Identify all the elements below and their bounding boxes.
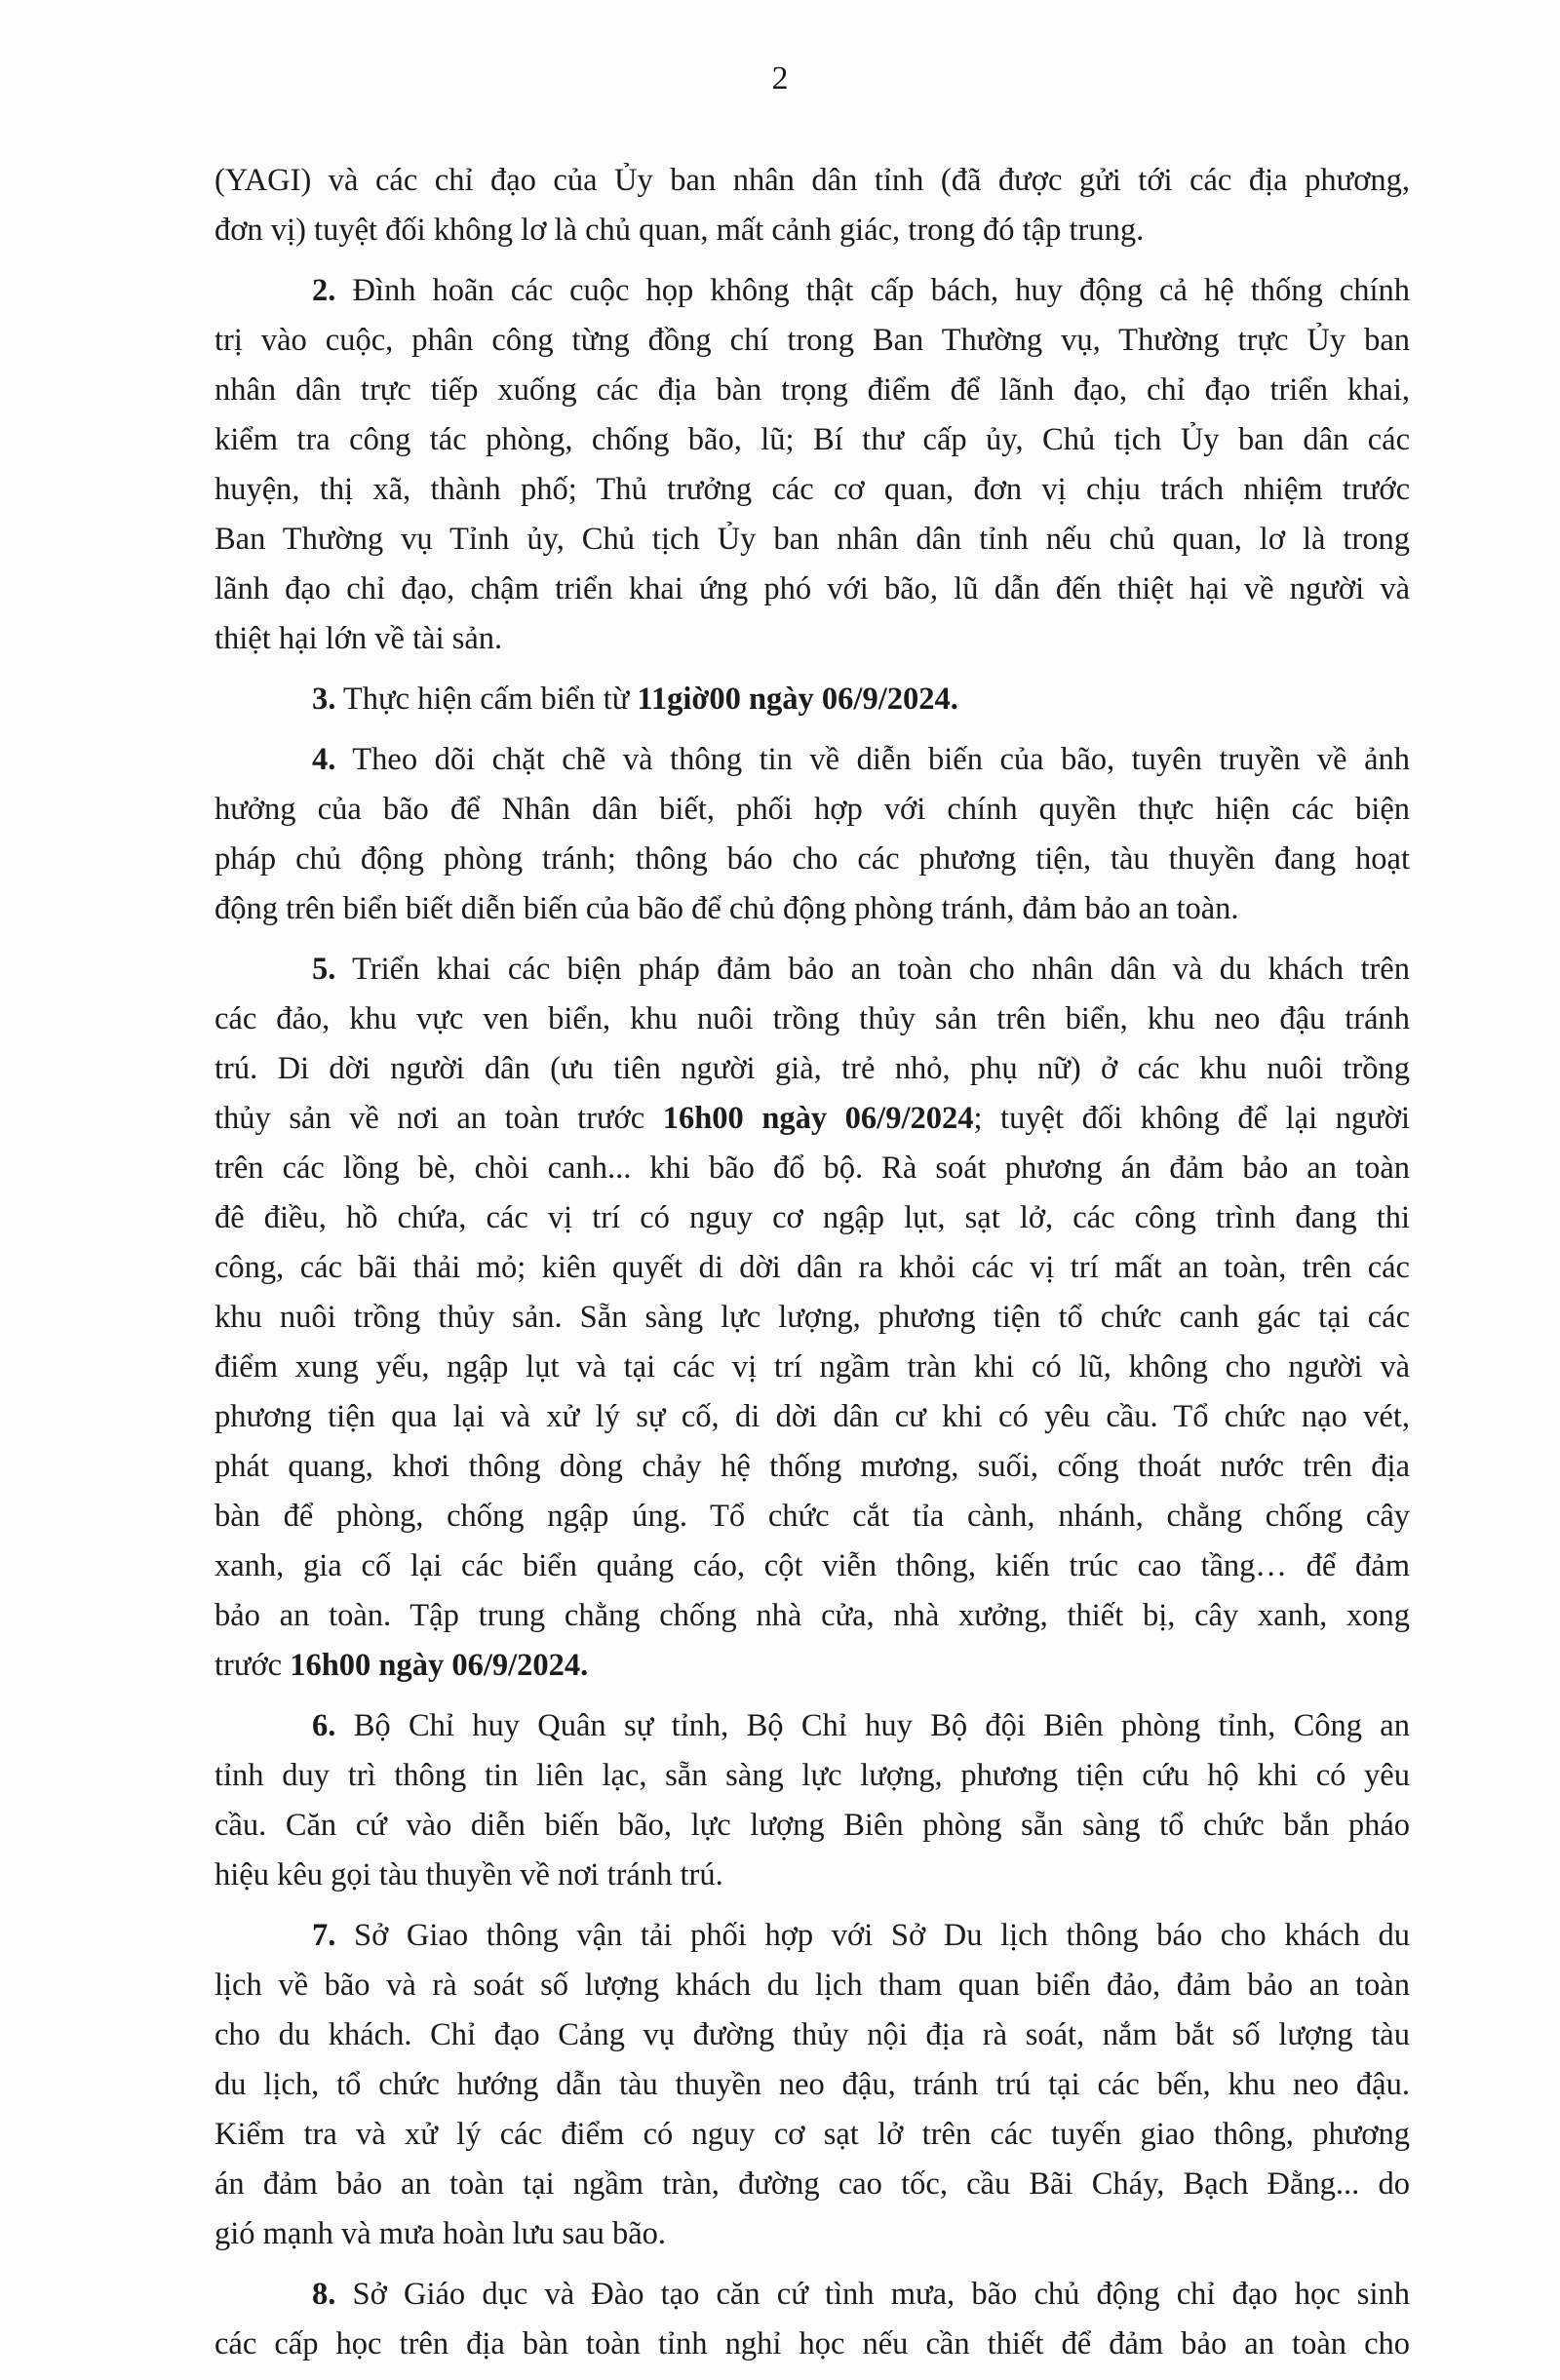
- text-line: [214, 1144, 1410, 1193]
- text-segment: du lịch, tổ chức hướng dẫn tàu thuyền neo đậu, tránh trú tại các bến, khu neo đậu.: [214, 2067, 1410, 2102]
- text-segment: phát quang, khơi thông dòng chảy hệ thống mương, suối, cống thoát nước trên địa: [214, 1449, 1410, 1484]
- text-line: [214, 1442, 1410, 1492]
- text-segment: Đình hoãn các cuộc họp không thật cấp bách, huy động cả hệ thống chính: [335, 273, 1410, 308]
- text-line: [214, 1591, 1410, 1641]
- text-segment: kiểm tra công tác phòng, chống bão, lũ; Bí thư cấp ủy, Chủ tịch Ủy ban dân các: [214, 422, 1410, 457]
- text-line: [214, 1801, 1410, 1851]
- text-line: [214, 785, 1410, 835]
- text-line: [214, 1392, 1410, 1442]
- text-line: [214, 614, 1410, 664]
- paragraph: [214, 735, 1410, 934]
- text-segment: khu nuôi trồng thủy sản. Sẵn sàng lực lượng, phương tiện tổ chức canh gác tại các: [214, 1300, 1410, 1335]
- text-segment: nhân dân trực tiếp xuống các địa bàn trọng điểm để lãnh đạo, chỉ đạo triển khai,: [214, 372, 1410, 408]
- text-line: [214, 1343, 1410, 1392]
- text-line: [214, 2010, 1410, 2060]
- text-segment: Sở Giao thông vận tải phối hợp với Sở Du lịch thông báo cho khách du: [335, 1918, 1410, 1953]
- text-segment: bảo an toàn. Tập trung chằng chống nhà cửa, nhà xưởng, thiết bị, cây xanh, xong: [214, 1598, 1410, 1633]
- text-line: [214, 1193, 1410, 1243]
- text-segment: các cấp học trên địa bàn toàn tỉnh nghỉ học nếu cần thiết để đảm bảo an toàn cho: [214, 2326, 1410, 2361]
- text-line: [214, 465, 1410, 515]
- text-segment: công, các bãi thải mỏ; kiên quyết di dời dân ra khỏi các vị trí mất an toàn, trên các: [214, 1250, 1410, 1285]
- bold-text: 7.: [312, 1918, 336, 1953]
- bold-text: 2.: [312, 273, 336, 308]
- text-line: [214, 675, 1410, 724]
- text-segment: trị vào cuộc, phân công từng đồng chí trong Ban Thường vụ, Thường trực Ủy ban: [214, 323, 1410, 358]
- text-line: [214, 2060, 1410, 2110]
- text-segment: Kiểm tra và xử lý các điểm có nguy cơ sạt lở trên các tuyến giao thông, phương: [214, 2117, 1410, 2152]
- text-segment: gió mạnh và mưa hoàn lưu sau bão.: [214, 2216, 667, 2251]
- paragraph: [214, 266, 1410, 664]
- bold-text: 11giờ00 ngày 06/9/2024.: [637, 682, 958, 717]
- text-line: [214, 1293, 1410, 1343]
- paragraph: [214, 1701, 1410, 1900]
- text-segment: phương tiện qua lại và xử lý sự cố, di dời dân cư khi có yêu cầu. Tổ chức nạo vét,: [214, 1399, 1410, 1434]
- text-segment: hiệu kêu gọi tàu thuyền về nơi tránh trú.: [214, 1857, 723, 1892]
- paragraph: [214, 945, 1410, 1691]
- text-segment: cầu. Căn cứ vào diễn biến bão, lực lượng Biên phòng sẵn sàng tổ chức bắn pháo: [214, 1808, 1410, 1843]
- text-line: [214, 1851, 1410, 1900]
- text-segment: Ban Thường vụ Tỉnh ủy, Chủ tịch Ủy ban nhân dân tỉnh nếu chủ quan, lơ là trong: [214, 522, 1410, 557]
- text-line: [214, 316, 1410, 366]
- paragraph: [214, 675, 1410, 724]
- text-segment: các đảo, khu vực ven biển, khu nuôi trồng thủy sản trên biển, khu neo đậu tránh: [214, 1001, 1410, 1036]
- text-line: [214, 945, 1410, 995]
- text-line: [214, 415, 1410, 465]
- bold-text: 8.: [312, 2277, 336, 2312]
- text-segment: đê điều, hồ chứa, các vị trí có nguy cơ ngập lụt, sạt lở, các công trình đang thi: [214, 1200, 1410, 1235]
- text-segment: Triển khai các biện pháp đảm bảo an toàn cho nhân dân và du khách trên: [335, 952, 1410, 987]
- text-line: [214, 1641, 1410, 1691]
- text-line: [214, 835, 1410, 884]
- bold-text: 6.: [312, 1708, 336, 1743]
- paragraph: [214, 156, 1410, 255]
- page-number: 2: [771, 60, 789, 97]
- text-line: [214, 1541, 1410, 1591]
- text-line: [214, 2270, 1410, 2320]
- text-line: [214, 1961, 1410, 2010]
- text-segment: động trên biển biết diễn biến của bão để chủ động phòng tránh, đảm bảo an toàn.: [214, 891, 1239, 926]
- bold-text: 3.: [312, 682, 336, 717]
- text-line: [214, 206, 1410, 255]
- text-line: [214, 1243, 1410, 1293]
- text-segment: hưởng của bão để Nhân dân biết, phối hợp với chính quyền thực hiện các biện: [214, 792, 1410, 827]
- text-segment: (YAGI) và các chỉ đạo của Ủy ban nhân dân tỉnh (đã được gửi tới các địa phương,: [214, 163, 1410, 198]
- text-line: [214, 995, 1410, 1044]
- text-segment: huyện, thị xã, thành phố; Thủ trưởng các cơ quan, đơn vị chịu trách nhiệm trước: [214, 472, 1410, 507]
- text-segment: tỉnh duy trì thông tin liên lạc, sẵn sàng lực lượng, phương tiện cứu hộ khi có yêu: [214, 1758, 1410, 1793]
- text-line: [214, 1751, 1410, 1801]
- text-segment: Theo dõi chặt chẽ và thông tin về diễn biến của bão, tuyên truyền về ảnh: [335, 742, 1410, 777]
- text-line: [214, 884, 1410, 934]
- text-line: [214, 1911, 1410, 1961]
- text-line: [214, 1701, 1410, 1751]
- text-segment: trú. Di dời người dân (ưu tiên người già, trẻ nhỏ, phụ nữ) ở các khu nuôi trồng: [214, 1051, 1410, 1086]
- text-segment: trên các lồng bè, chòi canh... khi bão đổ bộ. Rà soát phương án đảm bảo an toàn: [214, 1151, 1410, 1186]
- text-line: [214, 2320, 1410, 2369]
- text-segment: Sở Giáo dục và Đào tạo căn cứ tình mưa, bão chủ động chỉ đạo học sinh: [335, 2277, 1410, 2312]
- text-line: [214, 565, 1410, 614]
- text-segment: Bộ Chỉ huy Quân sự tỉnh, Bộ Chỉ huy Bộ đội Biên phòng tỉnh, Công an: [335, 1708, 1410, 1743]
- text-line: [214, 2110, 1410, 2160]
- text-segment: điểm xung yếu, ngập lụt và tại các vị trí ngầm tràn khi có lũ, không cho người và: [214, 1349, 1410, 1385]
- bold-text: 5.: [312, 952, 336, 987]
- text-line: [214, 156, 1410, 206]
- paragraph: [214, 1911, 1410, 2259]
- bold-text: 4.: [312, 742, 336, 777]
- text-segment: lịch về bão và rà soát số lượng khách du lịch tham quan biển đảo, đảm bảo an toàn: [214, 1968, 1410, 2003]
- text-line: [214, 735, 1410, 785]
- text-segment: cho du khách. Chỉ đạo Cảng vụ đường thủy nội địa rà soát, nắm bắt số lượng tàu: [214, 2017, 1410, 2052]
- text-segment: bàn để phòng, chống ngập úng. Tổ chức cắt tỉa cành, nhánh, chằng chống cây: [214, 1499, 1410, 1534]
- text-line: [214, 266, 1410, 316]
- text-line: [214, 366, 1410, 415]
- bold-text: 16h00 ngày 06/9/2024.: [290, 1648, 589, 1683]
- paragraph: [214, 2270, 1410, 2369]
- text-segment: trước: [214, 1648, 291, 1683]
- text-line: [214, 1044, 1410, 1094]
- text-line: [214, 2209, 1410, 2259]
- bold-text: 16h00 ngày 06/9/2024: [662, 1101, 974, 1136]
- text-segment: thủy sản về nơi an toàn trước: [214, 1101, 663, 1136]
- text-segment: án đảm bảo an toàn tại ngầm tràn, đường cao tốc, cầu Bãi Cháy, Bạch Đằng... do: [214, 2166, 1410, 2202]
- text-line: [214, 1492, 1410, 1541]
- text-segment: pháp chủ động phòng tránh; thông báo cho các phương tiện, tàu thuyền đang hoạt: [214, 841, 1410, 877]
- text-line: [214, 2160, 1410, 2209]
- text-segment: đơn vị) tuyệt đối không lơ là chủ quan, mất cảnh giác, trong đó tập trung.: [214, 213, 1145, 248]
- text-segment: Thực hiện cấm biển từ: [335, 682, 638, 717]
- text-line: [214, 515, 1410, 565]
- text-segment: thiệt hại lớn về tài sản.: [214, 621, 503, 656]
- text-segment: ; tuyệt đối không để lại người: [973, 1101, 1410, 1136]
- document-body: [214, 156, 1410, 2380]
- text-segment: lãnh đạo chỉ đạo, chậm triển khai ứng phó với bão, lũ dẫn đến thiệt hại về người và: [214, 571, 1410, 606]
- text-line: [214, 1094, 1410, 1144]
- text-segment: xanh, gia cố lại các biển quảng cáo, cột viễn thông, kiến trúc cao tầng… để đảm: [214, 1548, 1410, 1583]
